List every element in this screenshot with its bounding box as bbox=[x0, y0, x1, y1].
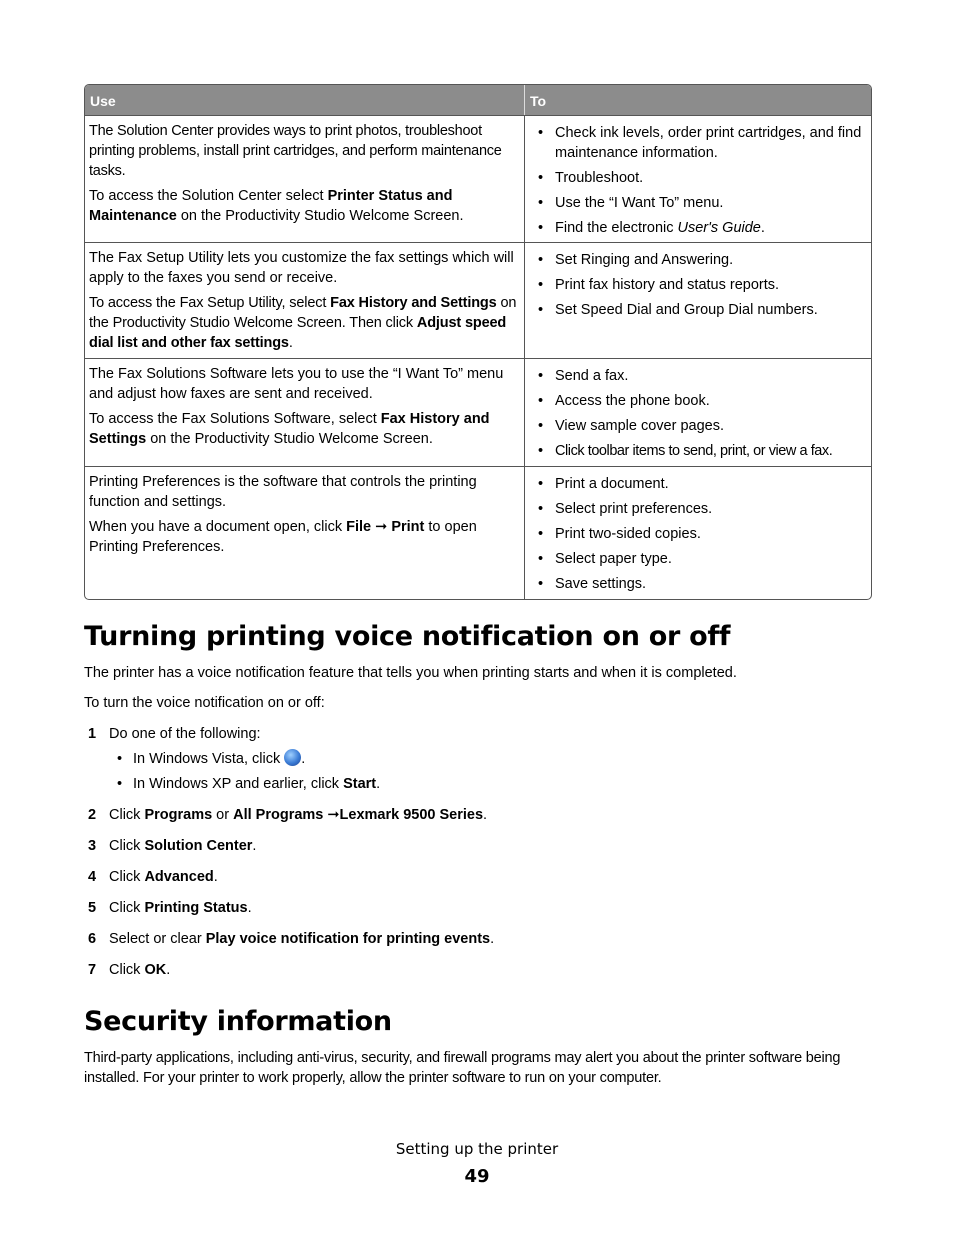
text: to open Printing Preferences. bbox=[89, 519, 477, 555]
column-header-use: Use bbox=[85, 85, 525, 115]
bullet: • bbox=[117, 776, 123, 792]
text: . bbox=[490, 931, 495, 947]
bullet: • bbox=[538, 368, 544, 384]
to-list bbox=[535, 474, 867, 594]
use-access bbox=[89, 293, 520, 353]
text: In Windows Vista, click bbox=[133, 751, 285, 767]
list-item bbox=[535, 366, 867, 386]
step-number: 6 bbox=[88, 931, 97, 947]
list-item bbox=[535, 218, 867, 238]
text: Print a document. bbox=[555, 476, 669, 492]
bold-text: Lexmark 9500 Series bbox=[339, 807, 484, 823]
text: Send a fax. bbox=[555, 368, 629, 384]
list-item bbox=[535, 441, 867, 461]
bullet: • bbox=[538, 418, 544, 434]
text: Set Speed Dial and Group Dial numbers. bbox=[555, 302, 818, 318]
list-item bbox=[535, 168, 867, 188]
step-number: 5 bbox=[88, 900, 97, 916]
text: on the Productivity Studio Welcome Screen. Then click bbox=[89, 295, 517, 331]
bold-text: File bbox=[346, 519, 372, 535]
text: . bbox=[213, 869, 218, 885]
to-list bbox=[535, 250, 867, 320]
bold-text: Start bbox=[343, 776, 377, 792]
column-header-to: To bbox=[530, 93, 547, 109]
use-cell bbox=[85, 243, 525, 358]
paragraph: To turn the voice notification on or off: bbox=[84, 695, 325, 711]
text: View sample cover pages. bbox=[555, 418, 724, 434]
text: To access the Fax Solutions Software, select bbox=[89, 411, 381, 427]
text: Click bbox=[109, 900, 145, 916]
bold-text: Printer Status and Maintenance bbox=[89, 188, 453, 224]
bold-text: All Programs bbox=[233, 807, 324, 823]
text: When you have a document open, click bbox=[89, 519, 347, 535]
text: Click bbox=[109, 838, 145, 854]
text: . bbox=[376, 776, 381, 792]
sub-text bbox=[133, 774, 380, 794]
to-cell bbox=[525, 467, 871, 599]
bullet: • bbox=[538, 393, 544, 409]
sub-text bbox=[133, 749, 305, 769]
text: Set Ringing and Answering. bbox=[555, 252, 734, 268]
text: Print fax history and status reports. bbox=[555, 277, 780, 293]
table-header bbox=[85, 85, 871, 115]
bold-text: Fax History and Settings bbox=[89, 411, 490, 447]
list-item bbox=[535, 549, 867, 569]
bold-text: Print bbox=[391, 519, 425, 535]
step-text bbox=[109, 836, 256, 856]
use-access bbox=[89, 517, 520, 557]
text: or bbox=[212, 807, 234, 823]
list-item bbox=[535, 300, 867, 320]
text: . bbox=[288, 335, 293, 351]
use-description: The Solution Center provides ways to print photos, troubleshoot printing problems, install print cartridges, and perform maintenance tasks. bbox=[89, 123, 502, 179]
list-item bbox=[535, 391, 867, 411]
text: . bbox=[760, 220, 765, 236]
table-row bbox=[85, 242, 871, 358]
step-number: 7 bbox=[88, 962, 97, 978]
list-item bbox=[535, 250, 867, 270]
step-number: 3 bbox=[88, 838, 97, 854]
step-text bbox=[109, 805, 487, 825]
list-item bbox=[535, 499, 867, 519]
text: Check ink levels, order print cartridges, and find maintenance information. bbox=[555, 125, 862, 161]
list-item bbox=[535, 474, 867, 494]
bullet: • bbox=[538, 252, 544, 268]
text: . bbox=[483, 807, 488, 823]
paragraph: Third-party applications, including anti-virus, security, and firewall programs may alert you about the printer software being installed. For your printer to work properly, allow the printer software to run on your computer. bbox=[84, 1050, 841, 1086]
bullet: • bbox=[538, 220, 544, 236]
list-item bbox=[535, 574, 867, 594]
list-item bbox=[535, 275, 867, 295]
bullet: • bbox=[538, 443, 543, 459]
page-number: 49 bbox=[464, 1166, 490, 1187]
text: To access the Fax Setup Utility, select bbox=[89, 295, 331, 311]
use-cell bbox=[85, 467, 525, 599]
to-cell bbox=[525, 243, 871, 358]
bullet: • bbox=[538, 576, 544, 592]
bold-text: Adjust speed dial list and other fax settings bbox=[89, 315, 507, 351]
list-item bbox=[535, 524, 867, 544]
italic-text: User's Guide bbox=[677, 220, 761, 236]
text: Click bbox=[109, 962, 145, 978]
to-list bbox=[535, 123, 867, 238]
step-number: 2 bbox=[88, 807, 97, 823]
use-access bbox=[89, 409, 520, 449]
arrow-glyph: ➞ bbox=[371, 519, 392, 535]
use-cell bbox=[85, 359, 525, 466]
text: Find the electronic bbox=[555, 220, 678, 236]
bullet: • bbox=[538, 526, 544, 542]
text: . bbox=[247, 900, 252, 916]
use-cell bbox=[85, 116, 525, 242]
bold-text: Solution Center bbox=[144, 838, 253, 854]
bullet: • bbox=[538, 277, 544, 293]
text: Print two-sided copies. bbox=[555, 526, 701, 542]
use-access bbox=[89, 186, 520, 226]
step-number: 1 bbox=[88, 726, 97, 742]
bullet: • bbox=[538, 551, 544, 567]
footer-chapter-title: Setting up the printer bbox=[395, 1140, 559, 1158]
list-item bbox=[535, 193, 867, 213]
table-row bbox=[85, 466, 871, 599]
paragraph: The printer has a voice notification feature that tells you when printing starts and when it is completed. bbox=[84, 665, 737, 681]
step-number: 4 bbox=[88, 869, 97, 885]
text: To access the Solution Center select bbox=[89, 188, 328, 204]
table-row bbox=[85, 115, 871, 242]
bold-text: Advanced bbox=[144, 869, 214, 885]
text: Select print preferences. bbox=[555, 501, 713, 517]
bullet: • bbox=[538, 476, 544, 492]
bullet: • bbox=[117, 751, 123, 767]
bullet: • bbox=[538, 125, 544, 141]
step-text bbox=[109, 898, 252, 918]
section-heading: Security information bbox=[84, 1006, 392, 1037]
text: on the Productivity Studio Welcome Screen. bbox=[176, 208, 464, 224]
text: Save settings. bbox=[555, 576, 647, 592]
bullet: • bbox=[538, 302, 544, 318]
step-text bbox=[109, 929, 494, 949]
use-description: Printing Preferences is the software that controls the printing function and settings. bbox=[89, 474, 477, 510]
text: . bbox=[252, 838, 257, 854]
bullet: • bbox=[538, 501, 544, 517]
text: In Windows XP and earlier, click bbox=[133, 776, 344, 792]
software-table bbox=[84, 84, 872, 600]
bold-text: Programs bbox=[144, 807, 213, 823]
section-heading: Turning printing voice notification on or off bbox=[84, 621, 731, 652]
text: Click bbox=[109, 807, 145, 823]
text: Select paper type. bbox=[555, 551, 672, 567]
bullet: • bbox=[538, 170, 544, 186]
text: . bbox=[301, 751, 306, 767]
step-text bbox=[109, 960, 170, 980]
text: . bbox=[166, 962, 171, 978]
table-row bbox=[85, 358, 871, 466]
windows-start-orb-icon bbox=[284, 749, 301, 766]
text: Click toolbar items to send, print, or view a fax. bbox=[555, 443, 833, 459]
text: Select or clear bbox=[109, 931, 206, 947]
bold-text: Play voice notification for printing events bbox=[205, 931, 491, 947]
text: Click bbox=[109, 869, 145, 885]
step-text: Do one of the following: bbox=[109, 726, 261, 742]
bold-text: Fax History and Settings bbox=[330, 295, 497, 311]
step-text bbox=[109, 867, 218, 887]
list-item bbox=[535, 123, 867, 163]
text: on the Productivity Studio Welcome Screen. bbox=[146, 431, 433, 447]
bold-text: Printing Status bbox=[144, 900, 248, 916]
bullet: • bbox=[538, 195, 544, 211]
text: Use the “I Want To” menu. bbox=[555, 195, 724, 211]
text: Troubleshoot. bbox=[555, 170, 644, 186]
text: Access the phone book. bbox=[555, 393, 710, 409]
use-description: The Fax Solutions Software lets you to use the “I Want To” menu and adjust how faxes are sent and received. bbox=[89, 366, 504, 402]
to-cell bbox=[525, 359, 871, 466]
use-description: The Fax Setup Utility lets you customize the fax settings which will apply to the faxes you send or receive. bbox=[89, 250, 514, 286]
arrow-glyph: ➞ bbox=[323, 807, 340, 823]
list-item bbox=[535, 416, 867, 436]
to-cell bbox=[525, 116, 871, 242]
bold-text: OK bbox=[144, 962, 167, 978]
to-list bbox=[535, 366, 867, 461]
